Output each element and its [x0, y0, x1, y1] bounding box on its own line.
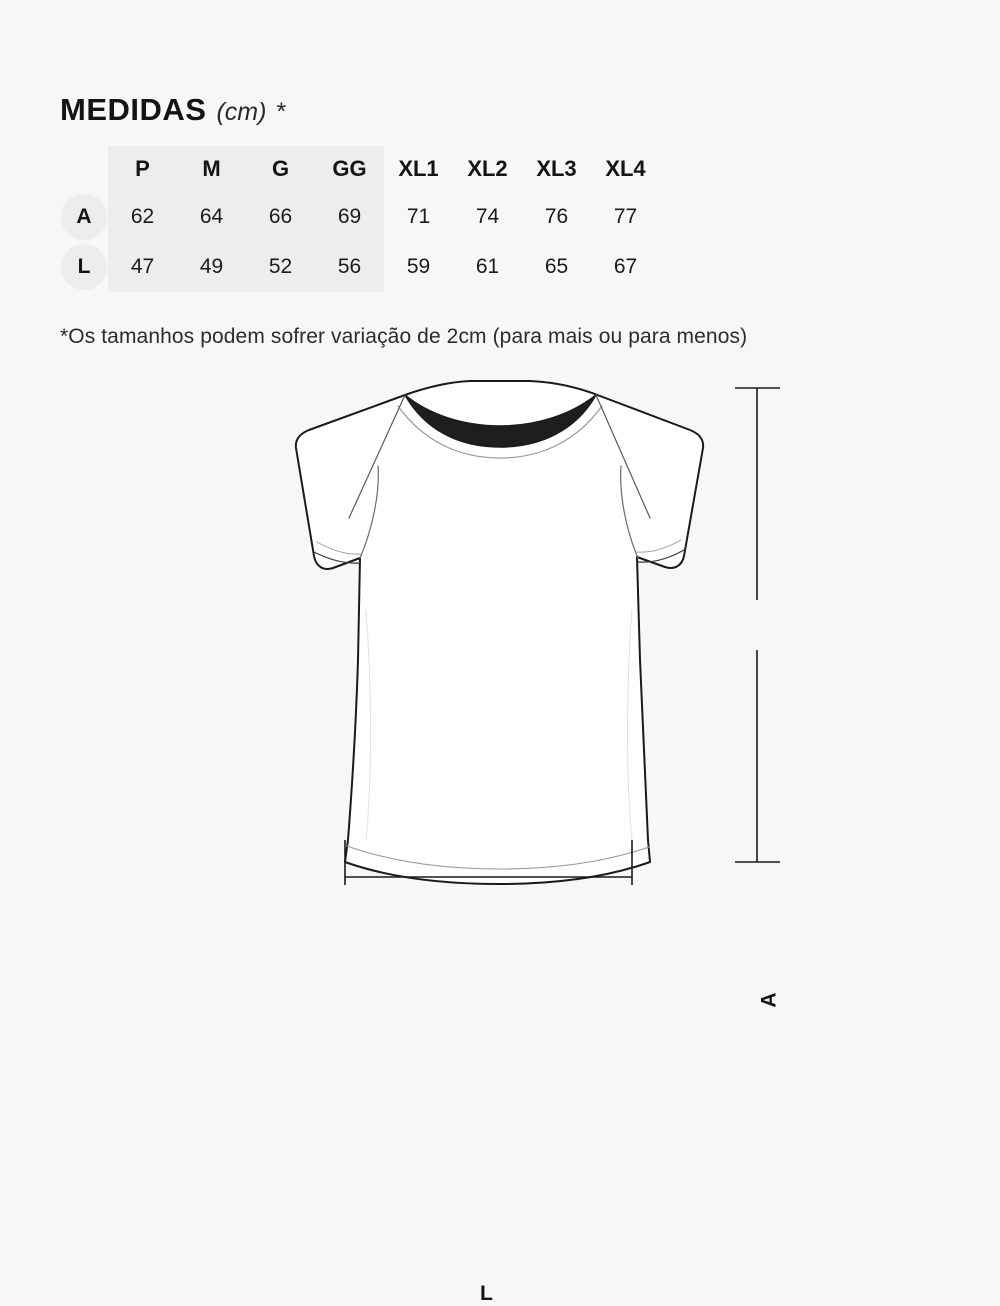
table-header-row — [60, 146, 660, 192]
cell-a-xl4: 77 — [613, 205, 638, 228]
cell-l-gg: 56 — [337, 255, 362, 278]
table-col-header-xl4: XL4 — [605, 156, 646, 181]
size-table-container — [60, 146, 660, 292]
table-col-header-xl3: XL3 — [536, 156, 577, 181]
page-title-main: MEDIDAS — [60, 92, 207, 127]
table-col-header-xl2: XL2 — [467, 156, 508, 181]
tshirt-illustration — [0, 370, 1000, 1305]
table-col-header-xl1: XL1 — [398, 156, 439, 181]
page-title — [60, 92, 286, 128]
cell-l-p: 47 — [130, 255, 155, 278]
cell-l-xl3: 65 — [544, 255, 569, 278]
cell-a-p: 62 — [130, 205, 155, 228]
cell-l-xl1: 59 — [406, 255, 431, 278]
measurement-footnote: *Os tamanhos podem sofrer variação de 2cm (para mais ou para menos) — [60, 325, 748, 348]
table-corner-cell — [60, 146, 108, 192]
page-title-asterisk: * — [276, 98, 287, 126]
table-row-header-a — [60, 192, 108, 242]
tshirt-svg — [0, 370, 1000, 960]
cell-a-xl1: 71 — [406, 205, 431, 228]
cell-l-g: 52 — [268, 255, 293, 278]
table-row — [60, 242, 660, 292]
dimension-label-a: A — [757, 992, 781, 1008]
tshirt-body-outline — [296, 381, 703, 884]
cell-l-xl4: 67 — [613, 255, 638, 278]
cell-a-xl3: 76 — [544, 205, 569, 228]
row-header-label: A — [76, 205, 92, 228]
cell-a-m: 64 — [199, 205, 224, 228]
table-col-header-p: P — [135, 156, 150, 181]
table-row-header-l — [60, 242, 108, 292]
row-header-label: L — [77, 255, 91, 278]
table-col-header-g: G — [271, 156, 290, 181]
page-title-unit: (cm) — [216, 98, 267, 126]
table-row — [60, 192, 660, 242]
cell-l-m: 49 — [199, 255, 224, 278]
table-col-header-gg: GG — [332, 156, 367, 181]
size-table — [60, 146, 660, 292]
cell-a-xl2: 74 — [475, 205, 500, 228]
dimension-label-l: L — [480, 1282, 493, 1305]
cell-a-g: 66 — [268, 205, 293, 228]
cell-a-gg: 69 — [337, 205, 362, 228]
cell-l-xl2: 61 — [475, 255, 500, 278]
table-col-header-m: M — [202, 156, 221, 181]
